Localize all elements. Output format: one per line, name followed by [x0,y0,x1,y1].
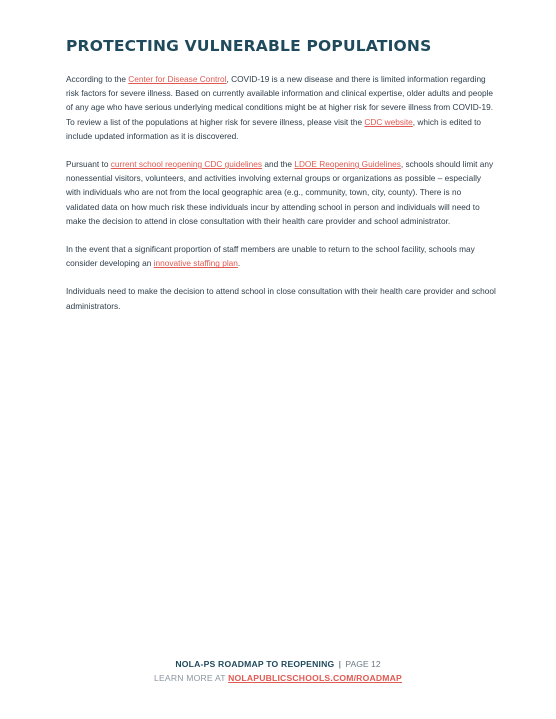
footer-separator: | [338,659,342,669]
link-innovative-staffing-plan[interactable]: innovative staffing plan [153,258,238,269]
link-center-for-disease-control[interactable]: Center for Disease Control [128,74,227,84]
paragraph-text: In the event that a significant proportion of staff members are unable to return to the school facility, schools may consider developing an [66,244,475,269]
paragraph-text: According to the [66,74,129,84]
paragraph-text: Individuals need to make the decision to attend school in close consultation with their health care provider and school administrators. [66,286,496,311]
footer-learn-more-line [0,671,556,685]
link-cdc-reopening-guidelines[interactable]: current school reopening CDC guidelines [110,159,263,170]
page-footer [0,657,556,685]
footer-roadmap-line [0,657,556,671]
paragraph-visitor-guidelines [66,157,496,228]
link-ldoe-reopening-guidelines[interactable]: LDOE Reopening Guidelines [294,159,401,170]
paragraph-text: , schools should limit any nonessential visitors, volunteers, and activities involving external groups or organizations as possible – especially with individuals who are not from the local geographic area (e.g., community, town, city, county). There is no validated data on how much risk these individuals incur by attending school in person and individuals will need to make the decision to attend in close consultation with their health care provider and school administrator. [66,159,494,226]
paragraph-cdc-risk [66,72,496,143]
paragraph-text: and the [262,159,295,170]
paragraph-text: , which is edited to include updated information as it is discovered. [66,116,482,141]
footer-roadmap-link[interactable]: NOLAPUBLICSCHOOLS.COM/ROADMAP [228,673,402,683]
paragraph-text: Pursuant to [66,159,111,170]
footer-learn-more-text: LEARN MORE AT [154,673,229,683]
link-cdc-website[interactable]: CDC website [364,116,413,127]
body-content [66,72,496,327]
footer-page-number: PAGE 12 [345,659,381,669]
page-title: PROTECTING VULNERABLE POPULATIONS [66,37,432,55]
paragraph-text: . [237,258,241,269]
paragraph-individual-decision [66,284,496,312]
paragraph-staffing [66,242,496,270]
paragraph-text: , COVID-19 is a new disease and there is limited information regarding risk factors for severe illness. Based on currently available information and clinical expertise, older adults and people of any age who have serious underlying medical conditions might be at higher risk for severe illness from COVID-19. To review a list of the populations at higher risk for severe illness, please visit the [66,74,494,127]
footer-roadmap-title: NOLA-PS ROADMAP TO REOPENING [175,659,335,669]
